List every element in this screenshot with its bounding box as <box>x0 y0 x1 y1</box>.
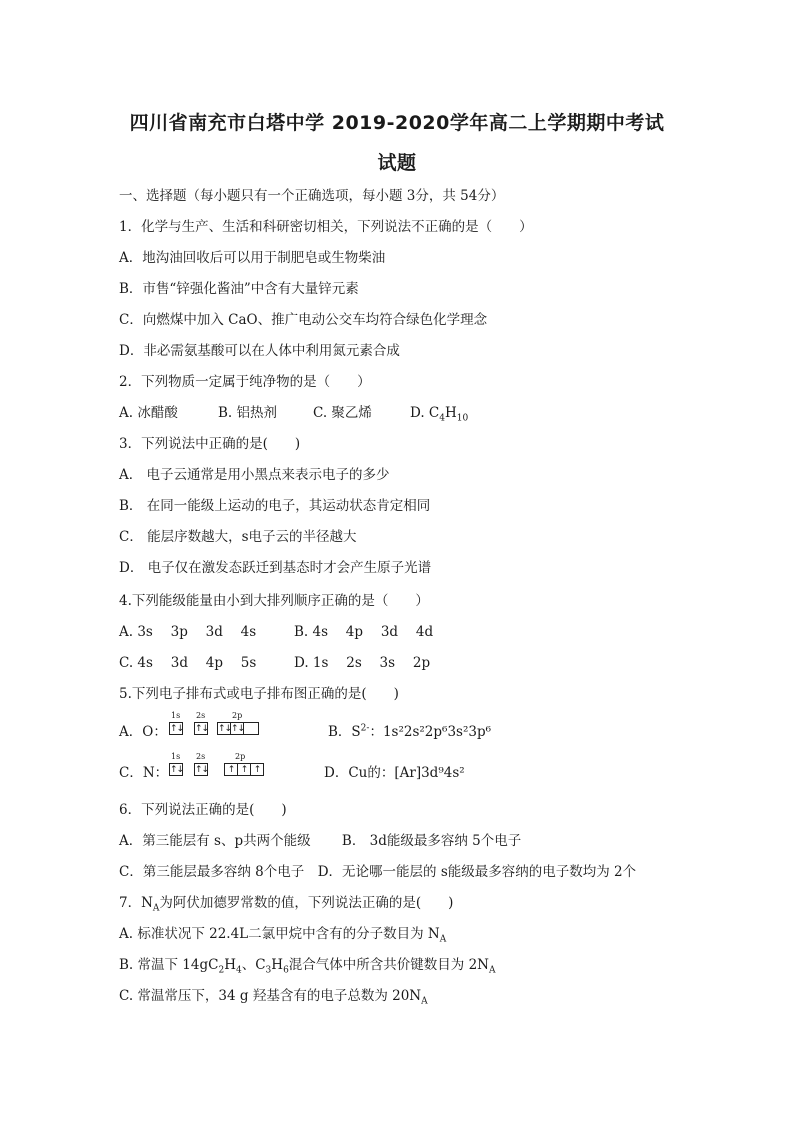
q3-stem: 3．下列说法中正确的是( ) <box>119 436 301 452</box>
q2-option-b: B. 铝热剂 <box>218 405 278 421</box>
orbital-label-1s: 1s <box>171 752 181 761</box>
q4-option-b: B. 4s 4p 3d 4d <box>294 624 434 640</box>
q1-option-b: B．市售“锌强化酱油”中含有大量锌元素 <box>119 281 359 297</box>
q6-options-cd: C．第三能层最多容纳 8个电子 D．无论哪一能层的 s能级最多容纳的电子数均为 2个 <box>119 864 637 880</box>
orbital-box: ↑↓ <box>218 724 232 734</box>
q5-stem: 5.下列电子排布式或电子排布图正确的是( ) <box>119 686 399 702</box>
q1-stem: 1．化学与生产、生活和科研密切相关，下列说法不正确的是（ ） <box>119 219 533 235</box>
orbital-label-1s: 1s <box>171 711 181 720</box>
q1-option-c: C．向燃煤中加入 CaO、推广电动公交车均符合绿色化学理念 <box>119 312 488 328</box>
q4-option-d: D. 1s 2s 3s 2p <box>294 655 431 671</box>
orbital-box: ↑ <box>237 763 251 776</box>
q7-option-b: B. 常温下 $14gC_2H_4$、$C_3H_6$混合气体中所含共价键数目为 $2N_A$ <box>119 957 496 976</box>
q2-option-a: A. 冰醋酸 <box>119 405 178 421</box>
q5-option-c-orbital-diagram <box>169 754 269 778</box>
orbital-label-2s: 2s <box>196 752 206 761</box>
q5-option-c-label: C．N： <box>119 765 169 781</box>
page-subtitle: 试题 <box>377 152 417 174</box>
q5-option-b: B．$S^{2-}$：1s²2s²2p⁶3s²3p⁶ <box>328 723 492 740</box>
section-heading: 一、选择题（每小题只有一个正确选项，每小题 3分，共 54分） <box>119 188 505 204</box>
q6-stem: 6．下列说法正确的是( ) <box>119 802 287 818</box>
orbital-box: ↑ <box>250 763 264 776</box>
q5-option-a-label: A．O： <box>119 724 167 740</box>
orbital-label-2s: 2s <box>196 711 206 720</box>
q4-stem: 4.下列能级能量由小到大排列顺序正确的是（ ） <box>119 593 429 609</box>
q4-option-a: A. 3s 3p 3d 4s <box>119 624 257 640</box>
q1-option-a: A．地沟油回收后可以用于制肥皂或生物柴油 <box>119 250 386 266</box>
q2-option-d: D. $C_4H_{10}$ <box>410 405 469 424</box>
q3-option-b: B． 在同一能级上运动的电子，其运动状态肯定相同 <box>119 498 431 514</box>
orbital-box: ↑↓ <box>231 724 245 734</box>
q5-option-a-orbital-diagram <box>169 713 261 737</box>
orbital-box: ↑↓ <box>195 765 209 775</box>
q7-option-a: A. 标准状况下 22.4L二氯甲烷中含有的分子数目为 $N_A$ <box>119 926 447 945</box>
q3-option-c: C． 能层序数越大，s电子云的半径越大 <box>119 529 357 545</box>
q1-option-d: D．非必需氨基酸可以在人体中利用氮元素合成 <box>119 343 400 359</box>
q2-stem: 2．下列物质一定属于纯净物的是（ ） <box>119 374 371 390</box>
page-title: 四川省南充市白塔中学 2019-2020学年高二上学期期中考试 <box>129 112 665 134</box>
q3-option-d: D． 电子仅在激发态跃迁到基态时才会产生原子光谱 <box>119 560 432 576</box>
q6-options-ab: A．第三能层有 s、p共两个能级 B． 3d能级最多容纳 5个电子 <box>119 833 522 849</box>
q3-option-a: A． 电子云通常是用小黑点来表示电子的多少 <box>119 467 390 483</box>
q4-option-c: C. 4s 3d 4p 5s <box>119 655 257 671</box>
q7-option-c: C. 常温常压下，34 g 羟基含有的电子总数为 $20N_A$ <box>119 988 428 1007</box>
orbital-label-2p: 2p <box>235 752 246 761</box>
q7-stem: 7．$N_A$为阿伏加德罗常数的值，下列说法正确的是( ) <box>119 895 454 914</box>
q2-option-c: C. 聚乙烯 <box>313 405 372 421</box>
orbital-label-2p: 2p <box>232 711 243 720</box>
orbital-box <box>243 722 259 735</box>
orbital-box: ↑↓ <box>170 724 184 734</box>
q5-option-d: D．Cu的：[Ar]3d⁹4s² <box>324 765 465 781</box>
orbital-box: ↑↓ <box>170 765 184 775</box>
orbital-box: ↑ <box>224 763 238 776</box>
orbital-box: ↑↓ <box>195 724 209 734</box>
